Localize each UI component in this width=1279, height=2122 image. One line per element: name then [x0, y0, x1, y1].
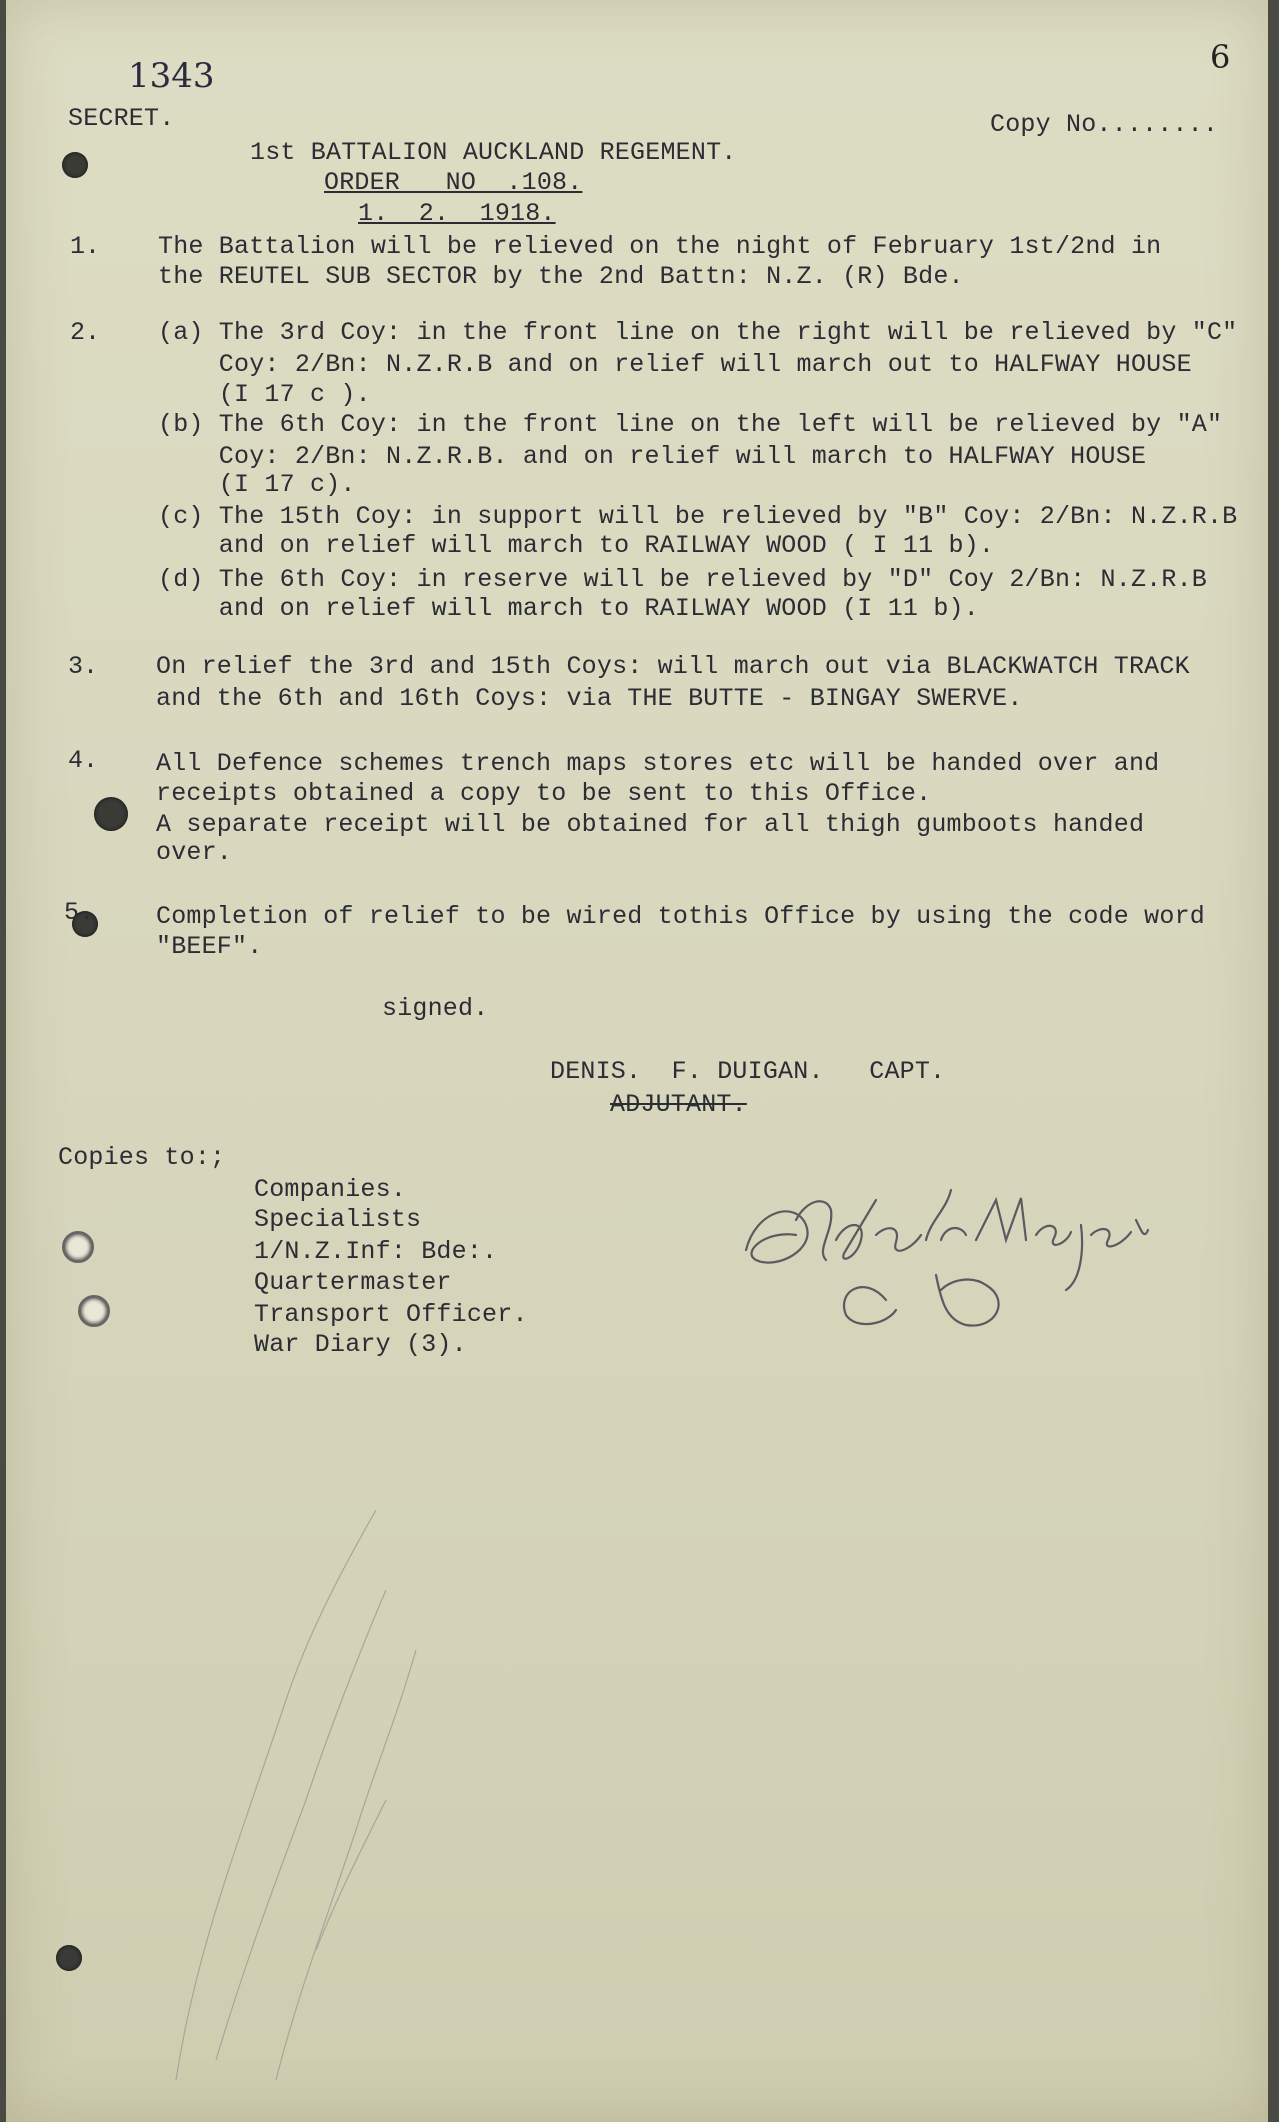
signatory-name: DENIS. F. DUIGAN. CAPT.: [550, 1057, 946, 1086]
pencil-scribble: [156, 1500, 456, 2090]
copies-item: 1/N.Z.Inf: Bde:.: [254, 1237, 498, 1266]
order-date: 1. 2. 1918.: [358, 199, 556, 228]
copies-item: Quartermaster: [254, 1268, 452, 1297]
paragraph-line: (a) The 3rd Coy: in the front line on the right will be relieved by "C": [158, 318, 1238, 347]
paragraph-number: 3.: [68, 652, 99, 681]
paragraph-line: over.: [156, 838, 233, 867]
signatory-title: ADJUTANT.: [610, 1090, 747, 1119]
paragraph-line: receipts obtained a copy to be sent to this Office.: [156, 779, 932, 808]
paragraph-line: The Battalion will be relieved on the night of February 1st/2nd in: [158, 232, 1162, 261]
punch-hole: [78, 1295, 110, 1327]
paragraph-number: 5.: [64, 898, 95, 927]
copies-label: Copies to:;: [58, 1143, 226, 1172]
paragraph-number: 4.: [68, 746, 99, 775]
paragraph-line: (I 17 c ).: [158, 380, 371, 409]
copies-item: Transport Officer.: [254, 1300, 528, 1329]
paragraph-line: Coy: 2/Bn: N.Z.R.B and on relief will march out to HALFWAY HOUSE: [158, 350, 1192, 379]
paragraph-line: All Defence schemes trench maps stores etc will be handed over and: [156, 749, 1160, 778]
stamp-number: 1343: [128, 56, 215, 96]
paragraph-number: 2.: [70, 318, 101, 347]
paragraph-line: (I 17 c).: [158, 470, 356, 499]
paragraph-line: the REUTEL SUB SECTOR by the 2nd Battn: N.Z. (R) Bde.: [158, 262, 964, 291]
paragraph-number: 1.: [70, 232, 101, 261]
order-number: ORDER NO .108.: [324, 168, 583, 197]
paragraph-line: (c) The 15th Coy: in support will be relieved by "B" Coy: 2/Bn: N.Z.R.B: [158, 502, 1238, 531]
signed-note: signed.: [382, 994, 489, 1023]
unit-heading: 1st BATTALION AUCKLAND REGEMENT.: [250, 138, 737, 167]
punch-hole: [62, 152, 88, 178]
paragraph-line: (b) The 6th Coy: in the front line on the left will be relieved by "A": [158, 410, 1223, 439]
copy-number: Copy No........: [990, 110, 1219, 139]
punch-hole: [62, 1231, 94, 1263]
copies-item: War Diary (3).: [254, 1330, 467, 1359]
handwritten-signature: [736, 1180, 1156, 1340]
paragraph-line: (d) The 6th Coy: in reserve will be relieved by "D" Coy 2/Bn: N.Z.R.B: [158, 565, 1207, 594]
paragraph-line: On relief the 3rd and 15th Coys: will march out via BLACKWATCH TRACK: [156, 652, 1190, 681]
paragraph-line: and on relief will march to RAILWAY WOOD (I 11 b).: [158, 594, 979, 623]
paragraph-line: A separate receipt will be obtained for all thigh gumboots handed: [156, 810, 1145, 839]
paragraph-line: and the 6th and 16th Coys: via THE BUTTE - BINGAY SWERVE.: [156, 684, 1023, 713]
classification: SECRET.: [68, 104, 175, 133]
paragraph-line: and on relief will march to RAILWAY WOOD ( I 11 b).: [158, 531, 995, 560]
paragraph-line: Completion of relief to be wired tothis Office by using the code word: [156, 902, 1205, 931]
punch-hole: [94, 797, 128, 831]
page-number: 6: [1210, 38, 1231, 76]
paragraph-line: Coy: 2/Bn: N.Z.R.B. and on relief will march to HALFWAY HOUSE: [158, 442, 1147, 471]
copies-item: Specialists: [254, 1205, 422, 1234]
punch-hole: [56, 1945, 82, 1971]
document-page: [6, 0, 1268, 2122]
paragraph-line: "BEEF".: [156, 932, 263, 961]
copies-item: Companies.: [254, 1175, 407, 1204]
